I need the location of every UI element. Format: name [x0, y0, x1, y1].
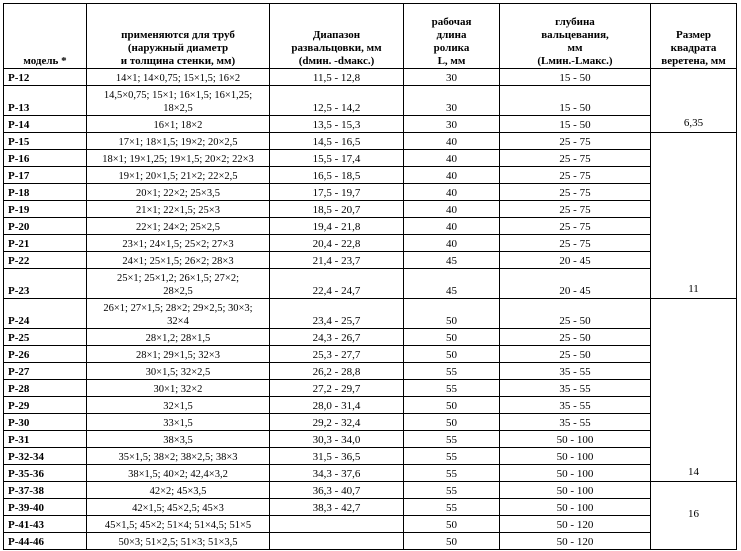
cell-range: 36,3 - 40,7 [270, 482, 404, 499]
header-range-line1: Диапазон [312, 29, 361, 41]
cell-range: 21,4 - 23,7 [270, 252, 404, 269]
table-row [4, 184, 737, 201]
cell-pipes-a: 17×1; 18×1,5; 19×2; 20×2,5 [118, 137, 238, 148]
cell-pipes-a: 19×1; 20×1,5; 21×2; 22×2,5 [118, 171, 238, 182]
cell-depth: 35 - 55 [500, 380, 651, 397]
cell-square-group-1: 6,35 [651, 69, 737, 133]
cell-pipes-a: 32×1,5 [163, 401, 193, 412]
cell-depth: 25 - 75 [500, 235, 651, 252]
cell-pipes-a: 25×1; 25×1,2; 26×1,5; 27×2; [117, 273, 239, 284]
header-square-line1: Размер [676, 29, 711, 41]
cell-pipes-a: 42×2; 45×3,5 [149, 486, 207, 497]
cell-model: Р-37-38 [4, 482, 87, 499]
cell-depth: 35 - 55 [500, 363, 651, 380]
cell-pipes [87, 346, 270, 363]
cell-pipes-a: 18×1; 19×1,25; 19×1,5; 20×2; 22×3 [102, 154, 254, 165]
cell-depth: 25 - 75 [500, 133, 651, 150]
cell-depth: 25 - 75 [500, 150, 651, 167]
table-row [4, 269, 737, 299]
cell-pipes-b: 32×4 [167, 316, 189, 327]
cell-pipes [87, 363, 270, 380]
cell-depth: 20 - 45 [500, 269, 651, 299]
cell-depth: 35 - 55 [500, 414, 651, 431]
cell-roller: 45 [404, 252, 500, 269]
cell-range: 27,2 - 29,7 [270, 380, 404, 397]
table-row [4, 116, 737, 133]
header-square [651, 4, 737, 69]
spec-table-container [3, 3, 737, 550]
cell-pipes-a: 22×1; 24×2; 25×2,5 [136, 222, 220, 233]
cell-depth: 50 - 100 [500, 431, 651, 448]
cell-pipes-a: 50×3; 51×2,5; 51×3; 51×3,5 [118, 537, 238, 548]
cell-model: Р-27 [4, 363, 87, 380]
header-roller-line1: рабочая [431, 16, 472, 28]
header-pipes-line2: (наружный диаметр [127, 42, 229, 54]
cell-model: Р-13 [4, 86, 87, 116]
cell-pipes [87, 397, 270, 414]
cell-roller: 50 [404, 329, 500, 346]
cell-pipes-b: 18×2,5 [163, 103, 193, 114]
cell-pipes [87, 431, 270, 448]
cell-roller: 55 [404, 363, 500, 380]
cell-pipes [87, 448, 270, 465]
cell-depth: 15 - 50 [500, 69, 651, 86]
header-square-line2: квадрата [670, 42, 717, 54]
cell-roller: 50 [404, 397, 500, 414]
header-depth-line3: мм [567, 42, 583, 54]
cell-range: 19,4 - 21,8 [270, 218, 404, 235]
cell-roller: 40 [404, 167, 500, 184]
cell-model: Р-12 [4, 69, 87, 86]
cell-model: Р-41-43 [4, 516, 87, 533]
table-row [4, 465, 737, 482]
cell-range: 25,3 - 27,7 [270, 346, 404, 363]
cell-pipes [87, 299, 270, 329]
cell-range: 38,3 - 42,7 [270, 499, 404, 516]
table-row [4, 397, 737, 414]
cell-model: Р-26 [4, 346, 87, 363]
cell-pipes-a: 14,5×0,75; 15×1; 16×1,5; 16×1,25; [103, 90, 253, 101]
table-row [4, 252, 737, 269]
cell-roller: 30 [404, 116, 500, 133]
header-pipes-line3: и толщина стенки, мм) [120, 55, 236, 67]
header-roller-line3: ролика [433, 42, 470, 54]
cell-pipes [87, 380, 270, 397]
cell-model: Р-30 [4, 414, 87, 431]
cell-pipes [87, 516, 270, 533]
header-range-line3: (dмин. -dмакс.) [298, 55, 375, 67]
cell-roller: 50 [404, 299, 500, 329]
cell-depth: 50 - 100 [500, 465, 651, 482]
table-row [4, 167, 737, 184]
table-row [4, 482, 737, 499]
cell-roller: 55 [404, 499, 500, 516]
cell-pipes-a: 14×1; 14×0,75; 15×1,5; 16×2 [115, 73, 241, 84]
cell-roller: 40 [404, 150, 500, 167]
cell-roller: 55 [404, 482, 500, 499]
cell-pipes [87, 69, 270, 86]
cell-range: 17,5 - 19,7 [270, 184, 404, 201]
table-row [4, 414, 737, 431]
cell-pipes [87, 482, 270, 499]
cell-depth: 25 - 50 [500, 329, 651, 346]
cell-pipes-a: 16×1; 18×2 [153, 120, 203, 131]
cell-depth: 25 - 50 [500, 346, 651, 363]
cell-model: Р-28 [4, 380, 87, 397]
table-row [4, 346, 737, 363]
table-row [4, 380, 737, 397]
header-model: модель * [4, 4, 87, 69]
cell-pipes-a: 26×1; 27×1,5; 28×2; 29×2,5; 30×3; [103, 303, 253, 314]
cell-roller: 50 [404, 414, 500, 431]
cell-pipes-a: 38×1,5; 40×2; 42,4×3,2 [128, 469, 228, 480]
cell-pipes [87, 499, 270, 516]
cell-pipes-a: 28×1; 29×1,5; 32×3 [136, 350, 220, 361]
header-roller-line2: длина [436, 29, 467, 41]
table-row [4, 235, 737, 252]
cell-depth: 20 - 45 [500, 252, 651, 269]
cell-pipes-a: 30×1; 32×2 [153, 384, 203, 395]
cell-pipes [87, 201, 270, 218]
cell-pipes [87, 133, 270, 150]
table-row [4, 516, 737, 533]
cell-model: Р-21 [4, 235, 87, 252]
cell-range: 11,5 - 12,8 [270, 69, 404, 86]
table-row [4, 448, 737, 465]
cell-pipes-a: 23×1; 24×1,5; 25×2; 27×3 [122, 239, 234, 250]
cell-pipes [87, 533, 270, 550]
cell-model: Р-20 [4, 218, 87, 235]
cell-pipes-a: 20×1; 22×2; 25×3,5 [136, 188, 220, 199]
cell-pipes [87, 465, 270, 482]
cell-model: Р-31 [4, 431, 87, 448]
cell-range: 30,3 - 34,0 [270, 431, 404, 448]
table-row [4, 218, 737, 235]
cell-range: 20,4 - 22,8 [270, 235, 404, 252]
cell-pipes [87, 86, 270, 116]
cell-range [270, 516, 404, 533]
cell-range: 26,2 - 28,8 [270, 363, 404, 380]
table-row [4, 499, 737, 516]
cell-pipes-a: 33×1,5 [163, 418, 193, 429]
table-row [4, 201, 737, 218]
header-range [270, 4, 404, 69]
cell-depth: 25 - 75 [500, 184, 651, 201]
header-square-line3: веретена, мм [661, 55, 726, 67]
cell-depth: 35 - 55 [500, 397, 651, 414]
cell-roller: 40 [404, 235, 500, 252]
cell-depth: 15 - 50 [500, 116, 651, 133]
cell-depth: 25 - 50 [500, 299, 651, 329]
cell-pipes [87, 329, 270, 346]
cell-roller: 55 [404, 465, 500, 482]
cell-model: Р-39-40 [4, 499, 87, 516]
cell-model: Р-44-46 [4, 533, 87, 550]
table-row [4, 86, 737, 116]
cell-range: 22,4 - 24,7 [270, 269, 404, 299]
header-pipes [87, 4, 270, 69]
cell-roller: 55 [404, 380, 500, 397]
cell-square-group-4: 16 [651, 482, 737, 550]
cell-pipes [87, 184, 270, 201]
table-row [4, 329, 737, 346]
cell-roller: 40 [404, 184, 500, 201]
cell-model: Р-25 [4, 329, 87, 346]
header-roller-line4: L, мм [437, 55, 466, 67]
header-depth [500, 4, 651, 69]
cell-range: 16,5 - 18,5 [270, 167, 404, 184]
cell-pipes-a: 28×1,2; 28×1,5 [145, 333, 211, 344]
table-row [4, 150, 737, 167]
cell-model: Р-19 [4, 201, 87, 218]
table-header-row [4, 4, 737, 69]
cell-range: 23,4 - 25,7 [270, 299, 404, 329]
table-row [4, 133, 737, 150]
cell-depth: 50 - 100 [500, 499, 651, 516]
cell-depth: 50 - 100 [500, 448, 651, 465]
cell-model: Р-18 [4, 184, 87, 201]
cell-depth: 50 - 100 [500, 482, 651, 499]
cell-depth: 25 - 75 [500, 201, 651, 218]
cell-roller: 50 [404, 533, 500, 550]
cell-pipes [87, 252, 270, 269]
cell-range: 15,5 - 17,4 [270, 150, 404, 167]
roller-expander-spec-table [3, 3, 737, 550]
table-row [4, 431, 737, 448]
cell-pipes-a: 38×3,5 [163, 435, 193, 446]
cell-range: 34,3 - 37,6 [270, 465, 404, 482]
cell-range: 24,3 - 26,7 [270, 329, 404, 346]
cell-roller: 30 [404, 69, 500, 86]
cell-pipes [87, 150, 270, 167]
cell-square-group-3: 14 [651, 299, 737, 482]
cell-roller: 40 [404, 133, 500, 150]
cell-roller: 50 [404, 516, 500, 533]
cell-depth: 15 - 50 [500, 86, 651, 116]
cell-square-group-2: 11 [651, 133, 737, 299]
cell-range [270, 533, 404, 550]
table-row [4, 299, 737, 329]
table-row [4, 363, 737, 380]
cell-range: 13,5 - 15,3 [270, 116, 404, 133]
cell-model: Р-24 [4, 299, 87, 329]
cell-model: Р-23 [4, 269, 87, 299]
cell-range: 31,5 - 36,5 [270, 448, 404, 465]
cell-roller: 50 [404, 346, 500, 363]
cell-range: 12,5 - 14,2 [270, 86, 404, 116]
cell-model: Р-17 [4, 167, 87, 184]
cell-pipes [87, 167, 270, 184]
header-depth-line1: глубина [555, 16, 595, 28]
cell-depth: 25 - 75 [500, 167, 651, 184]
cell-pipes-a: 45×1,5; 45×2; 51×4; 51×4,5; 51×5 [104, 520, 252, 531]
cell-model: Р-14 [4, 116, 87, 133]
table-row [4, 533, 737, 550]
cell-pipes-a: 42×1,5; 45×2,5; 45×3 [132, 503, 224, 514]
cell-roller: 40 [404, 218, 500, 235]
cell-model: Р-29 [4, 397, 87, 414]
cell-pipes [87, 218, 270, 235]
header-depth-line2: вальцевания, [541, 29, 609, 41]
cell-model: Р-16 [4, 150, 87, 167]
header-roller-length [404, 4, 500, 69]
cell-depth: 50 - 120 [500, 533, 651, 550]
cell-pipes [87, 269, 270, 299]
header-range-line2: развальцовки, мм [291, 42, 382, 54]
table-row [4, 69, 737, 86]
cell-pipes-a: 24×1; 25×1,5; 26×2; 28×3 [122, 256, 234, 267]
cell-model: Р-22 [4, 252, 87, 269]
cell-roller: 45 [404, 269, 500, 299]
cell-depth: 50 - 120 [500, 516, 651, 533]
cell-pipes-a: 30×1,5; 32×2,5 [145, 367, 211, 378]
cell-pipes [87, 235, 270, 252]
cell-roller: 55 [404, 431, 500, 448]
cell-roller: 40 [404, 201, 500, 218]
cell-model: Р-32-34 [4, 448, 87, 465]
cell-pipes-a: 35×1,5; 38×2; 38×2,5; 38×3 [118, 452, 238, 463]
header-pipes-line1: применяются для труб [121, 29, 235, 41]
cell-range: 14,5 - 16,5 [270, 133, 404, 150]
cell-pipes-b: 28×2,5 [163, 286, 193, 297]
cell-roller: 55 [404, 448, 500, 465]
cell-depth: 25 - 75 [500, 218, 651, 235]
cell-range: 18,5 - 20,7 [270, 201, 404, 218]
cell-range: 29,2 - 32,4 [270, 414, 404, 431]
cell-model: Р-15 [4, 133, 87, 150]
cell-pipes [87, 414, 270, 431]
cell-pipes-a: 21×1; 22×1,5; 25×3 [136, 205, 220, 216]
cell-roller: 30 [404, 86, 500, 116]
cell-pipes [87, 116, 270, 133]
header-depth-line4: (Lмин.-Lмакс.) [537, 55, 613, 67]
cell-range: 28,0 - 31,4 [270, 397, 404, 414]
cell-model: Р-35-36 [4, 465, 87, 482]
